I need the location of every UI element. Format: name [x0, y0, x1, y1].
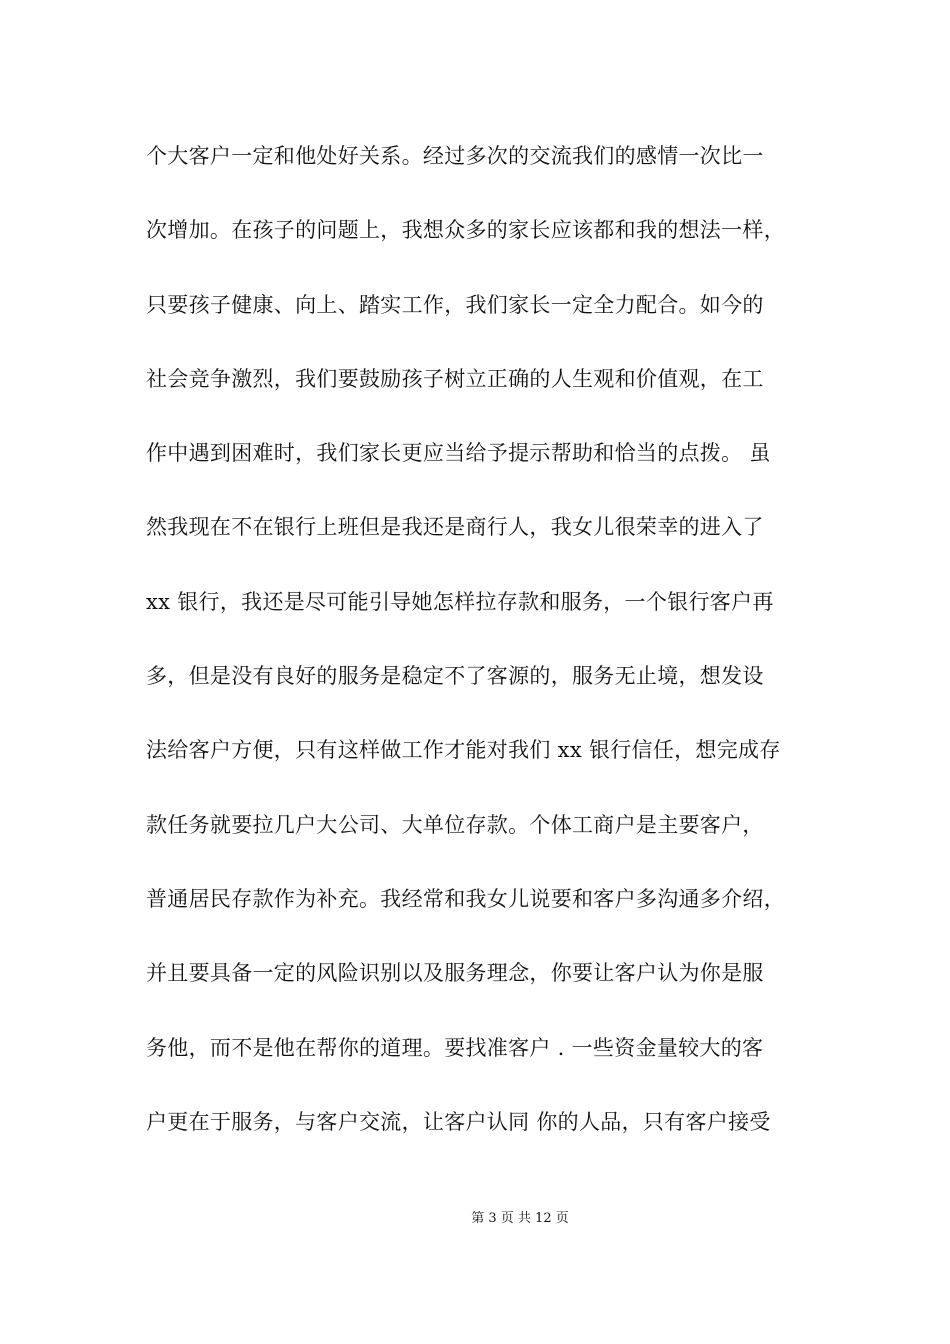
- text-line-1: 个大客户一定和他处好关系。经过多次的交流我们的感情一次比一: [146, 144, 764, 168]
- text-line-12: 并且要具备一定的风险识别以及服务理念，你要让客户认为你是服: [146, 961, 764, 986]
- text-line-14: 户更在于服务，与客户交流，让客户认同 你的人品，只有客户接受: [146, 1109, 771, 1134]
- text-line-6: 然我现在不在银行上班但是我还是商行人，我女儿很荣幸的进入了: [146, 515, 764, 540]
- text-line-13: 务他，而不是他在帮你的道理。要找准客户 . 一些资金量较大的客: [146, 1035, 764, 1060]
- page-number-footer: 第 3 页 共 12 页: [471, 1211, 569, 1226]
- body-text: [146, 130, 826, 1170]
- text-line-2: 次增加。在孩子的问题上，我想众多的家长应该都和我的想法一样，: [146, 218, 785, 243]
- text-line-9: 法给客户方便，只有这样做工作才能对我们 xx 银行信任，想完成存: [146, 738, 781, 763]
- text-line-8: 多，但是没有良好的服务是稳定不了客源的，服务无止境，想发设: [146, 664, 764, 689]
- text-line-3: 只要孩子健康、向上、踏实工作，我们家长一定全力配合。如今的: [146, 292, 764, 317]
- text-line-7: xx 银行，我还是尽可能引导她怎样拉存款和服务，一个银行客户再: [146, 589, 774, 614]
- text-line-4: 社会竞争激烈，我们要鼓励孩子树立正确的人生观和价值观，在工: [146, 366, 764, 391]
- text-line-11: 普通居民存款作为补充。我经常和我女儿说要和客户多沟通多介绍，: [146, 886, 785, 911]
- text-line-5: 作中遇到困难时，我们家长更应当给予提示帮助和恰当的点拨。 虽: [146, 441, 771, 466]
- text-line-10: 款任务就要拉几户大公司、大单位存款。个体工商户是主要客户，: [146, 812, 764, 837]
